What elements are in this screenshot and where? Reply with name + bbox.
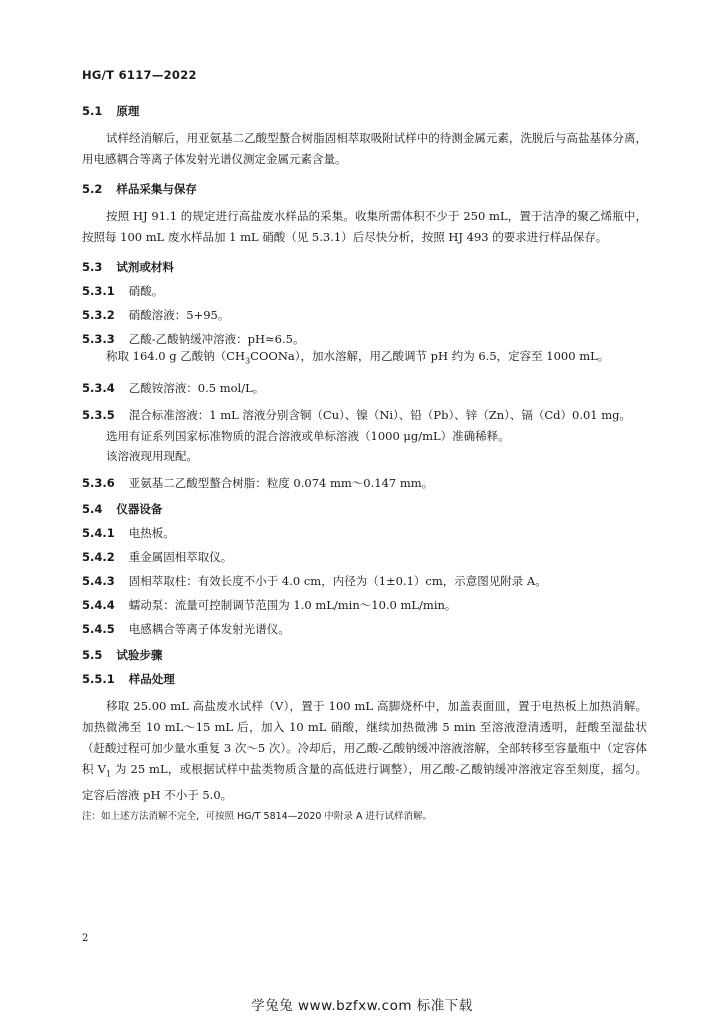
item-5-4-5: 5.4.5 电感耦合等离子体发射光谱仪。: [82, 622, 290, 637]
item-5-4-1: 5.4.1 电热板。: [82, 526, 175, 541]
item-5-3-6: 5.3.6 亚氨基二乙酸型螯合树脂：粒度 0.074 mm～0.147 mm。: [82, 476, 434, 491]
item-5-4-2: 5.4.2 重金属固相萃取仪。: [82, 550, 233, 565]
section-5-1-text: 试样经消解后，用亚氨基二乙酸型螯合树脂固相萃取吸附试样中的待测金属元素，洗脱后与高盐基体分离，用电感耦合等离子体发射光谱仪测定金属元素含量。: [82, 131, 647, 166]
item-5-3-1: 5.3.1 硝酸。: [82, 284, 164, 298]
item-5-3-4: 5.3.4 乙酸铵溶液：0.5 mol/L。: [82, 381, 265, 396]
section-5-2-text: 按照 HJ 91.1 的规定进行高盐废水样品的采集。收集所需体积不少于 250 mL，置于洁净的聚乙烯瓶中，按照每 100 mL 废水样品加 1 mL 硝酸（见 5.3.1）后尽快分析，按照 HJ 493 的要求进行样品保存。: [82, 209, 647, 244]
page-number: 2: [82, 933, 89, 944]
section-5-5-1-heading: 5.5.1 样品处理: [82, 672, 175, 687]
section-5-2-heading: 5.2 样品采集与保存: [82, 182, 197, 196]
footer-watermark: 学兔兔 www.bzfxw.com 标准下载: [251, 998, 473, 1014]
item-5-3-3: 5.3.3 乙酸-乙酸钠缓冲溶液：pH≈6.5。: [82, 332, 305, 346]
item-5-3-3-detail: 称取 164.0 g 乙酸钠$(CH_3COONa)$，加水溶解，用乙酸调节 pH 约为 6.5，定容至 1000 mL。: [106, 349, 610, 366]
item-5-3-5-detail2: 该溶液现用现配。: [106, 449, 198, 464]
standard-number: HG/T 6117—2022: [82, 68, 197, 82]
section-5-5-1-text: 移取 25.00 mL 高盐废水试样（V），置于 100 mL 高脚烧杯中，加盖表面皿，置于电热板上加热消解。加热微沸至 10 mL～15 mL 后，加入 10 mL 硝酸，继续加热微沸 5 min 至溶液澄清透明，赶酸至湿盐状（赶酸过程可加少量水重复 3 次～5 次）。冷却后，用乙酸-乙酸钠缓冲溶液溶解，全部转移至容量瓶中（定容体积 $V_1$ 为 25 mL，或根据试样中盐类物质含量的高低进行调整），用乙酸-乙酸钠缓冲溶液定容至刻度，摇匀。定容后溶液 pH 不小于 5.0。: [82, 699, 647, 802]
item-5-3-5-detail1: 选用有证系列国家标准物质的混合溶液或单标溶液（1000 μg/mL）准确稀释。: [106, 429, 510, 444]
section-5-4-heading: 5.4 仪器设备: [82, 502, 163, 517]
document-body: [82, 104, 647, 824]
section-5-1-heading: 5.1 原理: [82, 104, 140, 118]
item-5-3-2: 5.3.2 硝酸溶液：5+95。: [82, 308, 230, 322]
note: 注：如上述方法消解不完全，可按照 HG/T 5814—2020 中附录 A 进行试样消解。: [82, 810, 432, 822]
item-5-4-4: 5.4.4 蠕动泵：流量可控制调节范围为 1.0 mL/min～10.0 mL/min。: [82, 598, 457, 613]
section-5-5-heading: 5.5 试验步骤: [82, 648, 163, 663]
item-5-4-3: 5.4.3 固相萃取柱：有效长度不小于 4.0 cm，内径为（1±0.1）cm，示意图见附录 A。: [82, 574, 547, 589]
section-5-3-heading: 5.3 试剂或材料: [82, 260, 174, 274]
item-5-3-5: 5.3.5 混合标准溶液：1 mL 溶液分别含铜（Cu）、镍（Ni）、铅（Pb）、锌（Zn）、镉（Cd）0.01 mg。: [82, 408, 632, 423]
